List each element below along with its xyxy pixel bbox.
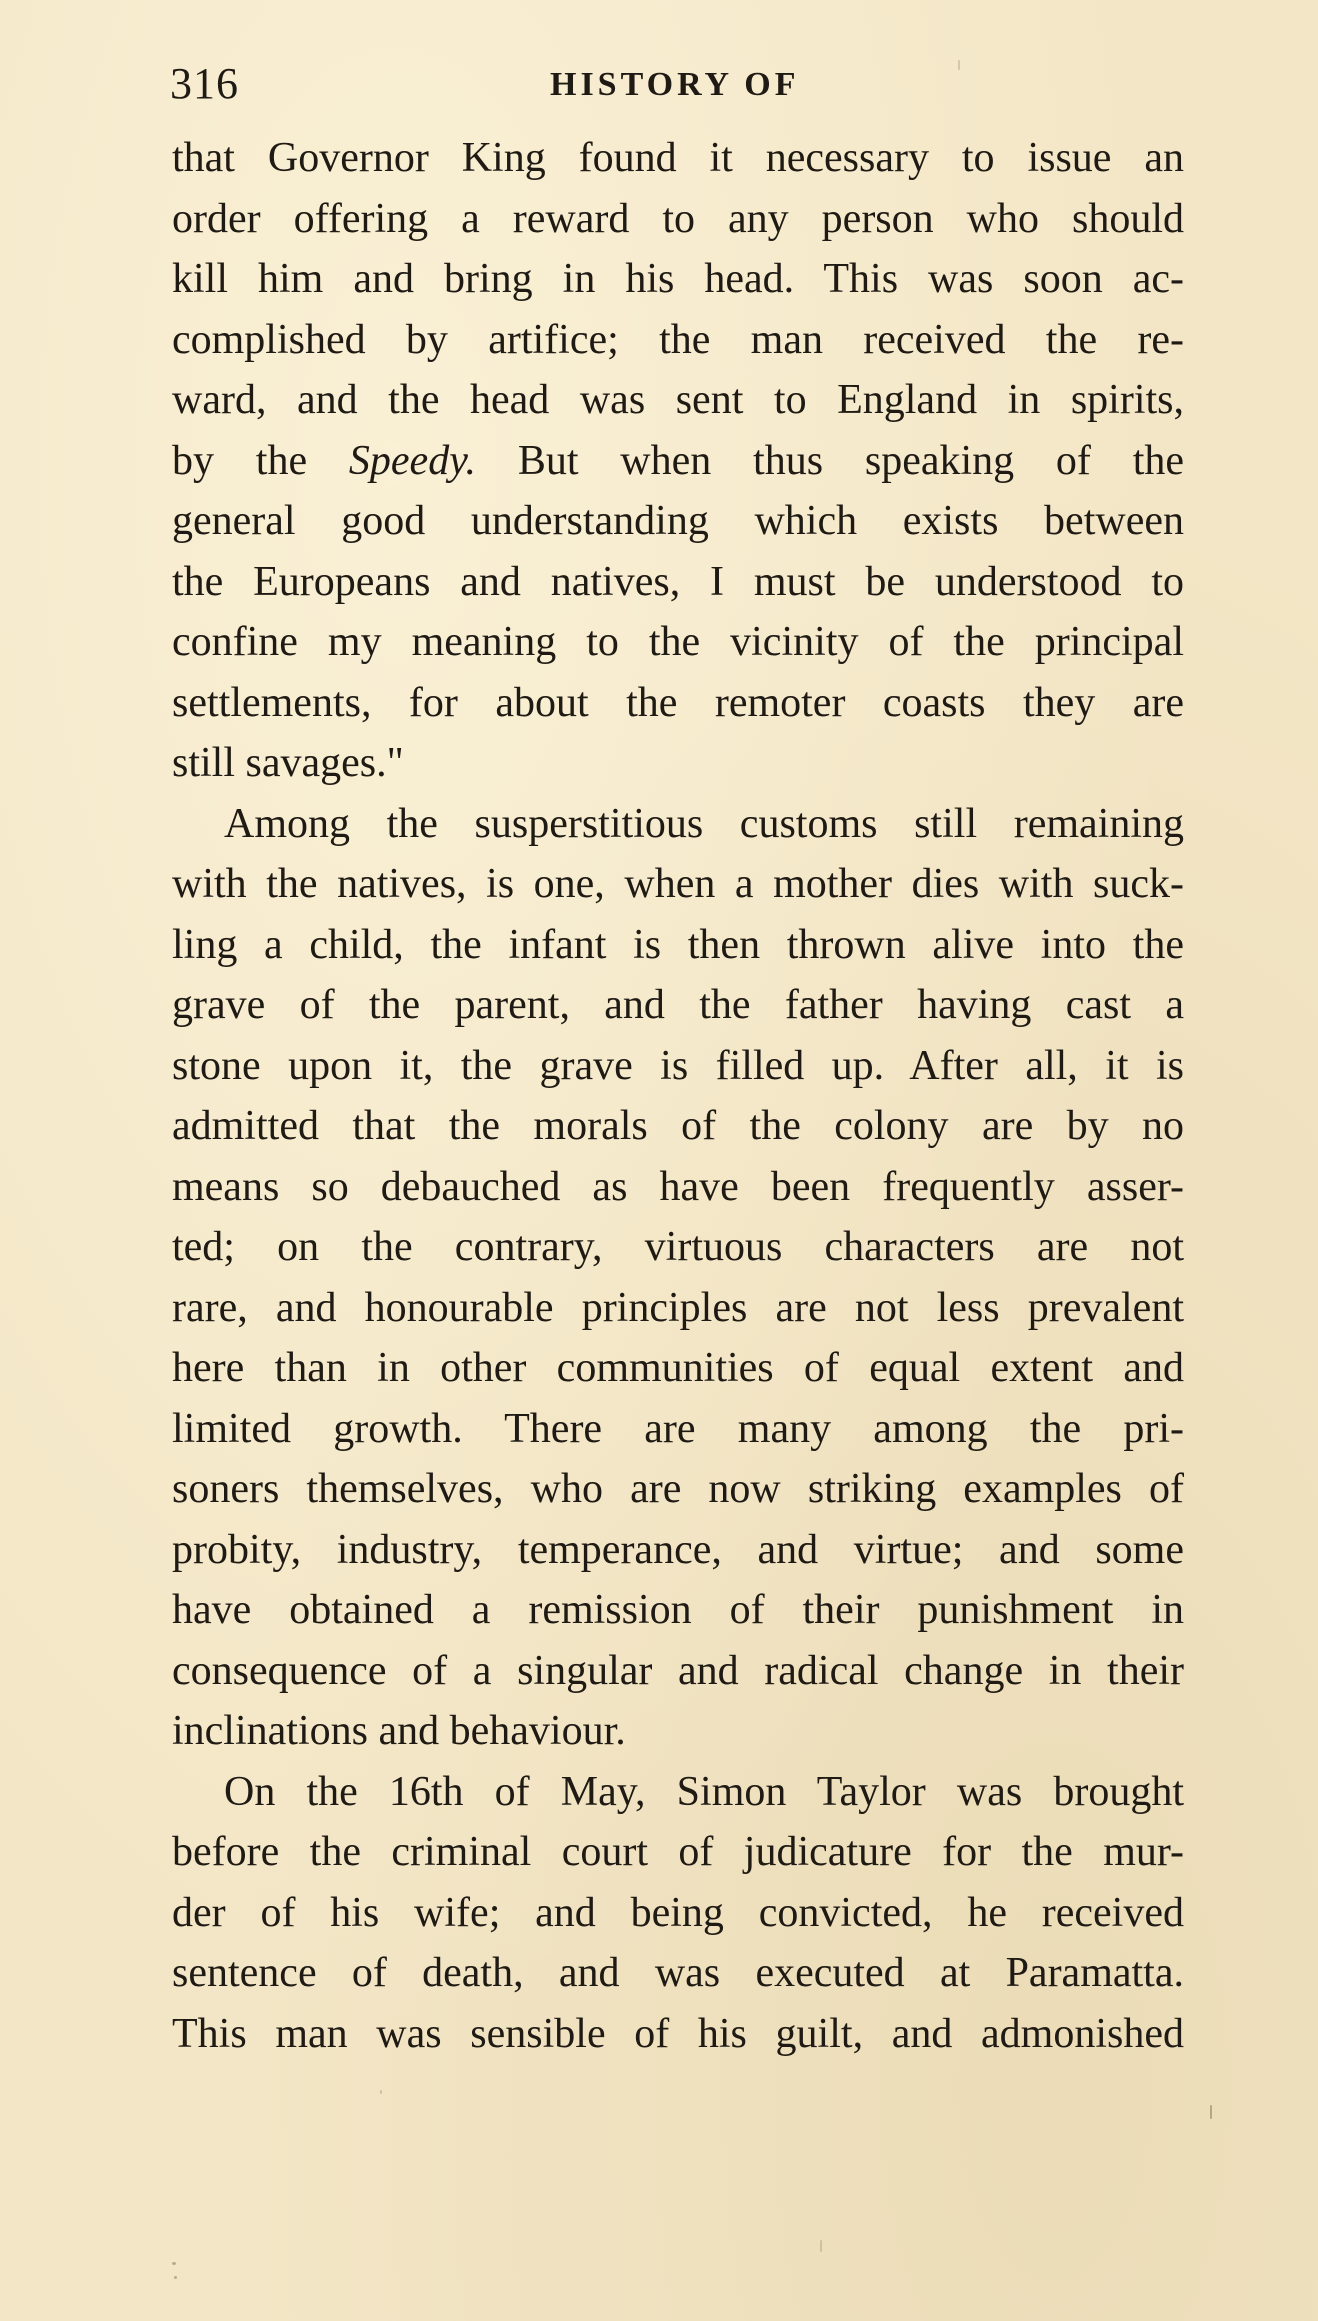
paper-speck: [172, 2262, 176, 2265]
text-line: rare, and honourable principles are not less prevalent: [172, 1284, 1184, 1331]
text-fragment: But when thus speaking of the: [517, 437, 1185, 484]
text-line: soners themselves, who are now striking examples of: [172, 1466, 1184, 1512]
paragraph-start-line: Among the susperstitious customs still remaining: [224, 800, 1184, 847]
text-line: the Europeans and natives, I must be understood to: [172, 558, 1184, 605]
text-line: kill him and bring in his head. This was soon ac-: [172, 256, 1184, 302]
paper-speck: [380, 2090, 382, 2094]
text-line: order offering a reward to any person who should: [172, 195, 1184, 242]
text-line: admitted that the morals of the colony are by no: [172, 1103, 1184, 1149]
page-header: [170, 58, 1180, 118]
text-line: probity, industry, temperance, and virtue; and some: [172, 1526, 1184, 1573]
text-line: der of his wife; and being convicted, he received: [172, 1889, 1184, 1936]
text-line: means so debauched as have been frequently asser-: [172, 1163, 1184, 1210]
text-line: consequence of a singular and radical change in their: [172, 1647, 1184, 1694]
text-line: confine my meaning to the vicinity of the principal: [172, 619, 1184, 665]
ship-name: Speedy.: [348, 437, 477, 484]
text-line: that Governor King found it necessary to issue an: [172, 135, 1184, 181]
text-line: still savages.": [172, 740, 404, 786]
text-line: grave of the parent, and the father having cast a: [172, 982, 1184, 1028]
text-line: ted; on the contrary, virtuous characters are not: [172, 1224, 1184, 1270]
text-line: ward, and the head was sent to England in spirits,: [172, 377, 1184, 423]
text-fragment: by the: [172, 437, 308, 484]
text-line: ling a child, the infant is then thrown alive into the: [172, 921, 1184, 968]
body-text: [172, 128, 1184, 2064]
text-line: inclinations and behaviour.: [172, 1708, 626, 1754]
paper-speck: [174, 2276, 177, 2279]
paper-speck: [958, 60, 960, 70]
text-line: here than in other communities of equal extent and: [172, 1345, 1184, 1391]
text-line: [172, 431, 1184, 492]
text-line: sentence of death, and was executed at Paramatta.: [172, 1950, 1184, 1996]
paragraph-start-line: On the 16th of May, Simon Taylor was brought: [224, 1768, 1184, 1815]
paper-speck: [820, 2240, 822, 2252]
text-line: This man was sensible of his guilt, and admonished: [172, 2010, 1184, 2057]
text-line: have obtained a remission of their punishment in: [172, 1587, 1184, 1633]
page-number: 316: [170, 59, 239, 108]
text-line: with the natives, is one, when a mother dies with suck-: [172, 861, 1184, 907]
text-line: stone upon it, the grave is filled up. After all, it is: [172, 1042, 1184, 1089]
running-title: HISTORY OF: [550, 66, 800, 103]
text-line: complished by artifice; the man received the re-: [172, 316, 1184, 363]
text-line: settlements, for about the remoter coasts they are: [172, 679, 1184, 726]
paper-speck: [1210, 2105, 1212, 2119]
text-line: general good understanding which exists between: [172, 498, 1184, 544]
text-line: limited growth. There are many among the pri-: [172, 1405, 1184, 1452]
text-line: before the criminal court of judicature for the mur-: [172, 1829, 1184, 1875]
